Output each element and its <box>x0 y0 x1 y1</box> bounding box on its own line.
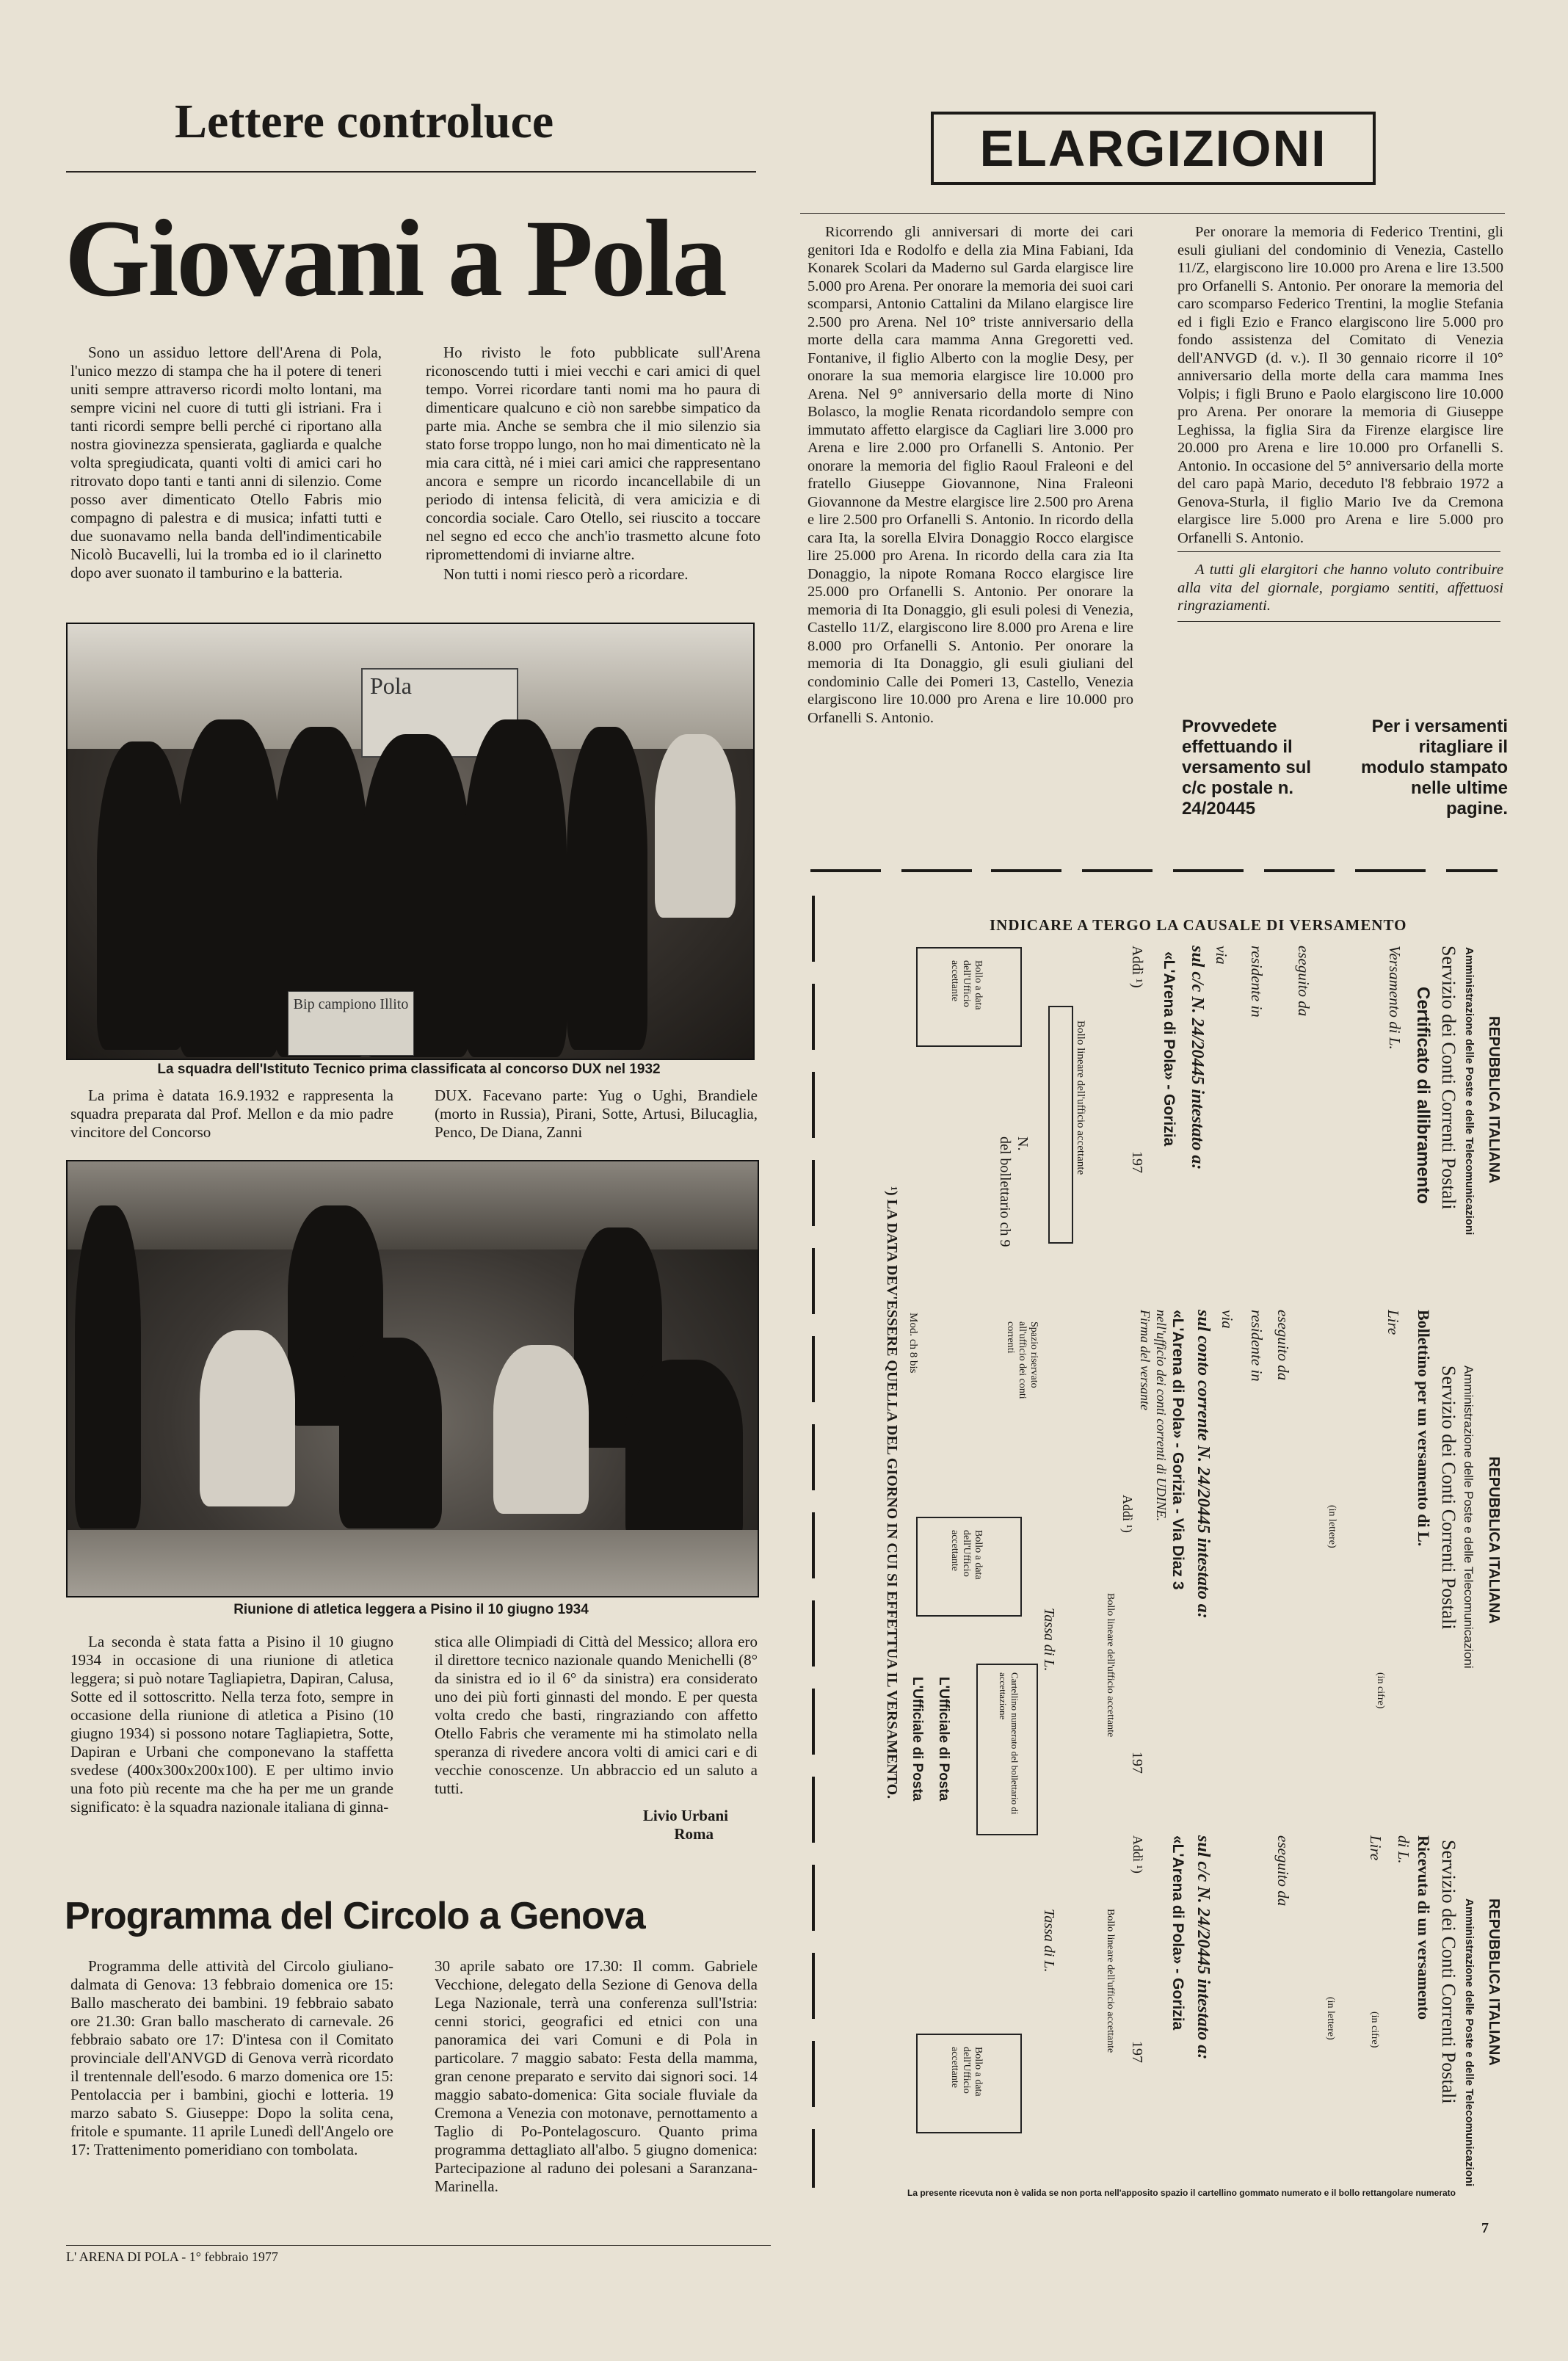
photo1-text-2: DUX. Facevano parte: Yug o Ughi, Brandiele (morto in Russia), Pirani, Sotte, Artusi, Bilucaglia, Penco, De Diana, Zanni <box>435 1087 758 1141</box>
programma-text-1: Programma delle attività del Circolo giuliano-dalmata di Genova: 13 febbraio domenica ore 15: Ballo mascherato dei bambini. 19 febbraio sabato ore 21.30: Gran ballo mascherato di carnevale. 26 febbraio sabato ore 17: D'intesa con il Comitato provinciale dell'ANVGD di Genova verrà ricordato il trentennale dell'esodo. 6 marzo domenica ore 15: Pentolaccia per i bambini, giochi e lotteria. 19 marzo sabato S. Giuseppe: Dopo la solita cena, fritole e spumante. 11 aprile Lunedì dell'Angelo ore 17: Trattenimento pomeridiano con tombolata. <box>70 1957 393 2158</box>
ricevuta-bollo-lineare: Bollo lineare dell'ufficio accettante <box>1105 1909 1116 2053</box>
programma-text-2: 30 aprile sabato ore 17.30: Il comm. Gabriele Vecchione, delegato della Sezione di Genova della Lega Nazionale, terrà una conferenza sull'Istria: cenni storici, geografici ed etnici con una panoramica dei vari Comuni e di Pola in particolare. 7 maggio sabato: Festa della mamma, gran cenone preparato e servito dai signori soci. 14 maggio sabato-domenica: Gita sociale fluviale da Cremona a Venezia con motonave, pernottamento a Taglio di Po-Pontelagoscuro. Quanto prima programma dettagliato all'albo. 5 giugno domenica: Partecipazione al raduno dei polesani a Saranzana-Marinella. <box>435 1957 758 2195</box>
elargizioni-rule <box>800 213 1505 214</box>
photo-sign-bottom <box>288 991 414 1056</box>
signature-name: Livio Urbani <box>642 1807 728 1824</box>
certificato-stamp-box <box>1048 1006 1073 1244</box>
photo-athletics-1934 <box>66 1160 759 1597</box>
bollettino-in-lettere: (in lettere) <box>1326 1505 1337 1548</box>
versamento-box-right: Per i versamenti ritagliare il modulo stampato nelle ultime pagine. <box>1360 717 1508 819</box>
ricevuta-intestatario: «L'Arena di Pola» - Gorizia <box>1169 1835 1186 2031</box>
photo-sign-bottom-text: Bip campiono Illito <box>293 996 409 1012</box>
programma-title: Programma del Circolo a Genova <box>65 1895 645 1937</box>
versamento-box-left: Provvedete effettuando il versamento sul c/c postale n. 24/20445 <box>1182 717 1312 819</box>
programma-column-2 <box>435 1957 758 2197</box>
page-number: 7 <box>1481 2220 1489 2236</box>
certificato-amministrazione: Amministrazione delle Poste e delle Telecomunicazioni <box>1463 947 1476 1236</box>
footer-publication: L' ARENA DI POLA - 1° febbraio 1977 <box>66 2249 278 2264</box>
intro-paragraph-2: Ho rivisto le foto pubblicate sull'Arena riconoscendo tutti i miei vecchi e cari amici di quel tempo. Vorrei ricordare tanti nomi ma ho paura di dimenticare qualcuno e ciò non sarebbe simpatico da parte mia. Anche se sembra che il mio silenzio sia stato forse troppo lungo, non ho mai dimenticato nè la mia cara città, né i miei cari amici che rappresentano ancora e sempre un ricordo incancellabile di un periodo di intensa felicità, di vera amicizia e di concordia sociale. Caro Otello, sei riuscito a toccare nel segno ed ecco che anch'io trasmetto alcune foto ripromettendomi di inviarne altre. <box>426 344 761 563</box>
ricevuta-footer-note: La presente ricevuta non è valida se non porta nell'apposito spazio il cartellino gommato numerato e il bollo rettangolare numerato <box>907 2188 1456 2198</box>
closing-column-1 <box>70 1633 393 1818</box>
photo1-caption: La squadra dell'Istituto Tecnico prima classificata al concorso DUX nel 1932 <box>157 1062 661 1077</box>
closing-column-2 <box>435 1633 758 1843</box>
closing-paragraph-2: stica alle Olimpiadi di Città del Messico; allora ero il direttore tecnico nazionale quando Menichelli (8° da sinistra ed io il 6° da sinistra) era considerato uno dei più forti ginnasti del mondo. E per questa volta credo che basti, ringraziando con affetto Otello Fabris che veramente mi ha stimolato nella speranza di rivedere ancora volti di amici cari e di vecchie conoscenze. Un abbraccio ed un saluto a tutti. <box>435 1633 758 1797</box>
bollettino-anno: 197 <box>1129 1752 1145 1774</box>
photo-sky <box>68 1161 758 1250</box>
bollettino-ufficiale-2: L'Ufficiale di Posta <box>910 1677 925 1802</box>
cut-line-dash <box>1082 869 1153 872</box>
bollettino-ufficio: nell'ufficio dei conti correnti di UDINE. <box>1154 1310 1169 1522</box>
signature-city: Roma <box>674 1825 714 1843</box>
photo2-caption: Riunione di atletica leggera a Pisino il 10 giugno 1934 <box>233 1602 589 1617</box>
photo-figure <box>97 741 185 1050</box>
modulo-mod: Mod. ch 8 bis <box>907 1313 919 1374</box>
section-title: Lettere controluce <box>175 95 554 148</box>
certificato-numero: N. <box>1015 1136 1031 1151</box>
bollettino-servizio: Servizio dei Conti Correnti Postali <box>1438 1366 1459 1630</box>
bollettino-bollo-lineare: Bollo lineare dell'ufficio accettante <box>1105 1593 1116 1738</box>
intro-column-2 <box>426 344 761 585</box>
intro-paragraph-1: Sono un assiduo lettore dell'Arena di Pola, l'unico mezzo di stampa che ha il potere di teneri uniti sempre attraverso ricordi molto lontani, ma sempre vicini nel cuore di tutti gli istriani. Fra i tanti ricordi sempre belli perché ci riportano alla nostra giovinezza spensierata, gagliarda e qualche volta spregiudicata, quanti volti di amici cari ho ritrovato dopo tanti e tanti anni di silenzio. Come posso aver dimenticato Otello Fabris mio compagno di palestra e di musica; infatti tutti e due suonavamo nella banda dell'indimenticabile Nicolò Bucavelli, lui la tromba ed io il clarinetto dopo aver suonato il tamburino e la batteria. <box>70 344 382 581</box>
elargizioni-text-2: Per onorare la memoria di Federico Trentini, gli esuli giuliani del condominio di Venezia, Castello 11/Z, elargiscono lire 10.000 pro Arena e lire 13.500 pro Orfanelli S. Antonio. Per onorare la memoria del caro scomparso Federico Trentini, la moglie Stefania ed i figli Ezio e Franco elargiscono lire 5.000 pro fondo assistenza del Comitato di Venezia dell'ANVGD (d. v.). Il 30 gennaio ricorre il 10° anniversario della morte della cara mamma Ines Volpis; i figli Bruno e Paolo elargiscono lire 10.000 pro Arena. Per onorare la memoria di Giuseppe Leghissa, la figlia Sira da Firenze elargisce lire 20.000 pro Arena e lire 10.000 pro Orfanelli S. Antonio. In occasione del 5° anniversario della morte del caro papà Mario, deceduto l'8 febbraio 1972 a Genova-Sturla, il figlio Mario Ive da Cremona elargisce lire 5.000 pro Arena e lire 5.000 pro Orfanelli S. Antonio. <box>1177 224 1503 546</box>
photo-figure-light <box>655 734 736 918</box>
bollettino-firma: Firma del versante <box>1138 1310 1153 1410</box>
modulo-nota: ¹) LA DATA DEV'ESSERE QUELLA DEL GIORNO IN CUI SI EFFETTUA IL VERSAMENTO. <box>884 1186 900 1799</box>
photo-band-1932 <box>66 623 755 1060</box>
headline: Giovani a Pola <box>65 197 725 319</box>
section-rule <box>66 171 756 173</box>
bollettino-intestatario: «L'Arena di Pola» - Gorizia - Via Diaz 3 <box>1169 1310 1186 1590</box>
bollettino-eseguito: eseguito da <box>1274 1310 1292 1381</box>
certificato-addi: Addì ¹) <box>1129 946 1145 988</box>
certificato-intestatario: «L'Arena di Pola» - Gorizia <box>1161 951 1177 1147</box>
ricevuta-lire: Lire <box>1367 1835 1384 1861</box>
photo-sign-text: Pola <box>370 672 412 699</box>
certificato-bollettario: del bollettario ch 9 <box>997 1136 1013 1247</box>
photo-figure <box>178 719 280 1057</box>
ricevuta-tassa: Tassa di L. <box>1041 1909 1057 1973</box>
certificato-versamento: Versamento di L. <box>1386 946 1404 1050</box>
photo-figure <box>464 719 567 1057</box>
bollettino-via: via <box>1219 1310 1236 1329</box>
bollettino-addi: Addì ¹) <box>1120 1495 1135 1533</box>
programma-column-1 <box>70 1957 393 2161</box>
certificato-anno: 197 <box>1129 1151 1145 1173</box>
elargizioni-thanks: A tutti gli elargitori che hanno voluto contribuire alla vita del giornale, porgiamo sentiti, affettuosi ringraziamenti. <box>1177 562 1503 614</box>
closing-paragraph-1: La seconda è stata fatta a Pisino il 10 giugno 1934 in occasione di una riunione di atletica leggera; si può notare Tagliapietra, Dapiran, Calusa, Sotte ed il sottoscritto. Nella terza foto, sempre in occasione della riunione di atletica a Pisino (10 giugno 1934) si possono notare Tagliapietra, Sotte, Dapiran e Urbani che componevano la staffetta svedese (400x300x200x100). E per ultimo invio una foto più recente ma che ha per me un grande significato: è la squadra nazionale italiana di ginna- <box>70 1633 393 1816</box>
cut-line-dash <box>1355 869 1426 872</box>
bollettino-tassa: Tassa di L. <box>1041 1608 1057 1672</box>
certificato-bollo-data: Bollo a data dell'Ufficio accettante <box>949 960 984 1010</box>
photo1-text-col-2 <box>435 1087 758 1143</box>
cut-line-dash <box>991 869 1061 872</box>
intro-paragraph-3: Non tutti i nomi riesco però a ricordare. <box>443 565 689 583</box>
ricevuta-eseguito: eseguito da <box>1274 1835 1292 1907</box>
elargizioni-text-1: Ricorrendo gli anniversari di morte dei cari genitori Ida e Rodolfo e della zia Mina Fabiani, Ida Konarek Scolari da Maderno sul Garda elargisce lire 5.000 pro Arena. Per onorare la memoria dei suoi cari scomparsi, Antonio Cattalini da Milano elargisce lire 2.500 pro Arena. Nel 10° triste anniversario della morte della cara mamma Anna Gregoretti ved. Fontanive, il figlio Alberto con la moglie Desy, per onorare la sua memoria elargisce lire 10.000 pro Arena. Nel 9° anniversario della morte di Nino Bolasco, la moglie Renata ricordandolo sempre con immutato affetto elargisce da Cagliari lire 3.000 pro Arena e lire 2.000 pro Orfanelli S. Antonio. Per onorare la memoria del figlio Raoul Fraleoni e del fratello Giuseppe Giovannone, Nina Fraleoni Giovannone da Mestre elargisce lire 2.500 pro Arena e lire 2.500 pro Orfanelli S. Antonio. In ricordo della cara Ita, la sorella Elvira Donaggio Rocco elargisce lire 25.000 pro Arena. In ricordo della cara zia Ita Donaggio, la nipote Romana Rocco elargisce lire 25.000 pro Orfanelli S. Antonio. Per onorare la memoria di Ita Donaggio, gli esuli polesi di Venezia, Castello 11/Z, elargiscono lire 8.000 pro Arena e lire 8.000 pro Orfanelli S. Antonio. Per onorare la memoria di Ita Donaggio, gli esuli giuliani del condominio Calle dei Pomeri 13, Castello, Venezia elargiscono lire 10.000 pro Arena e lire 10.000 pro Orfanelli S. Antonio. <box>807 224 1133 726</box>
photo-figure-light <box>493 1345 589 1514</box>
bollettino-spazio: Spazio riservato all'ufficio dei conti correnti <box>1005 1321 1039 1399</box>
cut-line-dash <box>901 869 972 872</box>
certificato-eseguito: eseguito da <box>1295 946 1313 1017</box>
certificato-via: via <box>1213 946 1230 965</box>
bollettino-ufficiale: L'Ufficiale di Posta <box>936 1677 951 1802</box>
bollettino-residente: residente in <box>1248 1310 1266 1382</box>
intro-column-1 <box>70 344 382 584</box>
elargizioni-column-1 <box>807 223 1133 728</box>
ricevuta-amministrazione: Amministrazione delle Poste e delle Telecomunicazioni <box>1463 1898 1476 2187</box>
certificato-conto: sul c/c N. 24/20445 intestato a: <box>1188 946 1207 1170</box>
ricevuta-addi: Addì ¹) <box>1130 1835 1145 1874</box>
bollettino-bollo-data: Bollo a data dell'Ufficio accettante <box>949 1530 984 1580</box>
photo-figure <box>625 1360 743 1543</box>
certificato-residente: residente in <box>1248 946 1266 1018</box>
photo-figure-light <box>200 1330 295 1506</box>
ricevuta-in-cifre: (in cifre) <box>1369 2012 1380 2048</box>
photo-figure <box>75 1205 141 1528</box>
certificato-title: Certificato di allibramento <box>1413 987 1433 1205</box>
cut-line-dash <box>810 869 881 872</box>
ricevuta-conto: sul c/c N. 24/20445 intestato a: <box>1194 1835 1213 2060</box>
certificato-repubblica: REPUBBLICA ITALIANA <box>1486 1016 1502 1183</box>
thanks-rule <box>1177 551 1500 552</box>
ricevuta-anno: 197 <box>1129 2041 1145 2063</box>
ricevuta-in-lettere: (in lettere) <box>1325 1997 1336 2040</box>
footer-rule <box>66 2245 771 2246</box>
cut-line-vertical <box>812 896 815 2188</box>
bollettino-in-cifre: (in cifre) <box>1375 1672 1386 1709</box>
photo-ground <box>68 1530 758 1596</box>
photo-figure <box>339 1338 442 1528</box>
cut-line-dash <box>1264 869 1335 872</box>
certificato-servizio: Servizio dei Conti Correnti Postali <box>1438 946 1459 1210</box>
box-rule <box>1177 621 1500 622</box>
bollettino-repubblica: REPUBBLICA ITALIANA <box>1486 1457 1502 1624</box>
ricevuta-title: Ricevuta di un versamento <box>1415 1835 1433 2020</box>
elargizioni-column-2 <box>1177 223 1503 617</box>
cut-line-dash <box>1173 869 1244 872</box>
bollettino-cartellino: Cartellino numerato del bollettario di accettazione <box>998 1672 1020 1815</box>
cut-line-dash <box>1446 869 1498 872</box>
photo1-text-1: La prima è datata 16.9.1932 e rappresenta la squadra preparata dal Prof. Mellon e da mio padre vincitore del Concorso <box>70 1087 393 1141</box>
bollettino-title: Bollettino per un versamento di L. <box>1415 1310 1433 1547</box>
ricevuta-di-l: di L. <box>1395 1835 1412 1864</box>
certificato-bollo-lineare: Bollo lineare dell'ufficio accettante <box>1075 1020 1086 1175</box>
elargizioni-title-box <box>931 112 1376 185</box>
elargizioni-title: ELARGIZIONI <box>979 120 1327 177</box>
photo-figure <box>567 727 647 1050</box>
ricevuta-repubblica: REPUBBLICA ITALIANA <box>1486 1898 1502 2066</box>
indicare-causale: INDICARE A TERGO LA CAUSALE DI VERSAMENTO <box>990 916 1407 934</box>
bollettino-amministrazione: Amministrazione delle Poste e delle Telecomunicazioni <box>1462 1366 1476 1669</box>
ricevuta-bollo-data: Bollo a data dell'Ufficio accettante <box>949 2047 984 2097</box>
bollettino-conto: sul conto corrente N. 24/20445 intestato a: <box>1194 1310 1213 1619</box>
photo1-text-col-1 <box>70 1087 393 1143</box>
ricevuta-servizio: Servizio dei Conti Correnti Postali <box>1438 1840 1459 2104</box>
bollettino-lire: Lire <box>1384 1310 1402 1335</box>
